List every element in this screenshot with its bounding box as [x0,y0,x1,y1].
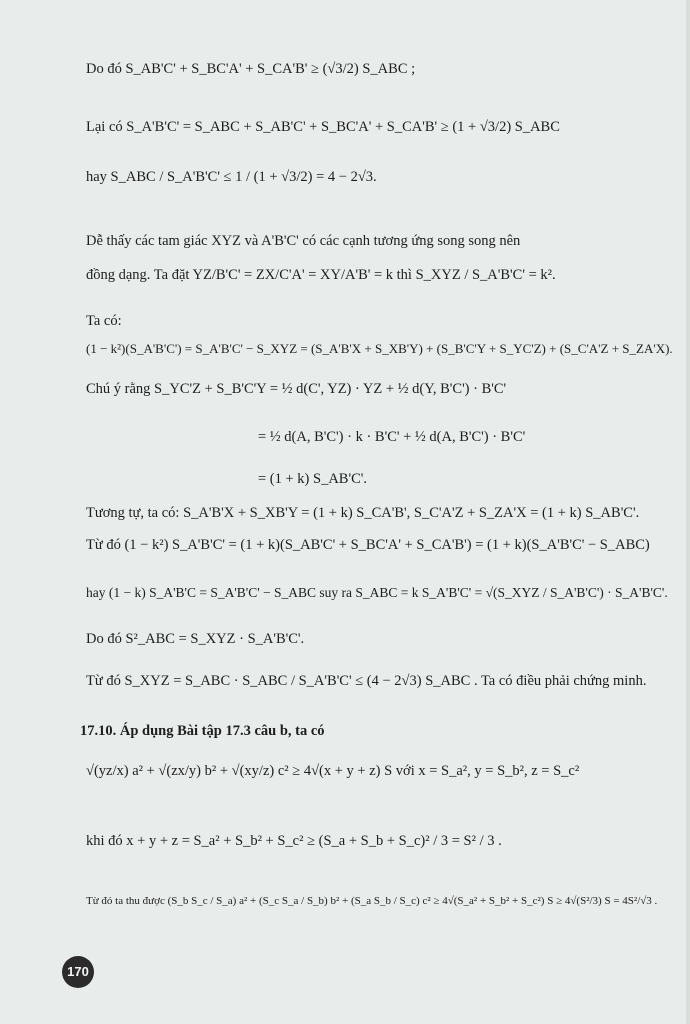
text-line-l06: Ta có: [86,313,122,329]
text-line-l07: (1 − k²)(S_A'B'C') = S_A'B'C' − S_XYZ = (S_A'B'X + S_XB'Y) + (S_B'C'Y + S_YC'Z) + (S_C'A'Z + S_ZA'X). [86,341,673,356]
page-number-badge: 170 [62,956,94,988]
text-line-l13: hay (1 − k) S_A'B'C = S_A'B'C' − S_ABC suy ra S_ABC = k S_A'B'C' = √(S_XYZ / S_A'B'C') · S_A'B'C'. [86,585,668,600]
page-edge [686,0,690,1024]
text-line-l15: Từ đó S_XYZ = S_ABC · S_ABC / S_A'B'C' ≤ (4 − 2√3) S_ABC . Ta có điều phải chứng minh. [86,673,647,689]
text-line-l08: Chú ý rằng S_YC'Z + S_B'C'Y = ½ d(C', YZ) · YZ + ½ d(Y, B'C') · B'C' [86,381,507,397]
text-line-l09: = ½ d(A, B'C') · k · B'C' + ½ d(A, B'C') · B'C' [258,429,526,445]
text-line-l16: 17.10. Áp dụng Bài tập 17.3 câu b, ta có [80,723,325,739]
text-line-l19: Từ đó ta thu được (S_b S_c / S_a) a² + (S_c S_a / S_b) b² + (S_a S_b / S_c) c² ≥ 4√(S_a² + S_b² + S_c²) S ≥ 4√(S²/3) S = 4S²/√3 . [86,895,658,907]
text-line-l04: Dễ thấy các tam giác XYZ và A'B'C' có các cạnh tương ứng song song nên [86,233,521,249]
text-line-l02: Lại có S_A'B'C' = S_ABC + S_AB'C' + S_BC'A' + S_CA'B' ≥ (1 + √3/2) S_ABC [86,119,560,135]
text-line-l10: = (1 + k) S_AB'C'. [258,471,367,487]
text-line-l18: khi đó x + y + z = S_a² + S_b² + S_c² ≥ (S_a + S_b + S_c)² / 3 = S² / 3 . [86,833,502,849]
text-line-l05: đồng dạng. Ta đặt YZ/B'C' = ZX/C'A' = XY/A'B' = k thì S_XYZ / S_A'B'C' = k². [86,267,556,283]
text-line-l01: Do đó S_AB'C' + S_BC'A' + S_CA'B' ≥ (√3/2) S_ABC ; [86,61,416,77]
text-line-l12: Từ đó (1 − k²) S_A'B'C' = (1 + k)(S_AB'C' + S_BC'A' + S_CA'B') = (1 + k)(S_A'B'C' − S_ABC) [86,537,650,553]
text-line-l17: √(yz/x) a² + √(zx/y) b² + √(xy/z) c² ≥ 4√(x + y + z) S với x = S_a², y = S_b², z = S_c² [86,763,580,779]
text-line-l11: Tương tự, ta có: S_A'B'X + S_XB'Y = (1 + k) S_CA'B', S_C'A'Z + S_ZA'X = (1 + k) S_AB'C'. [86,505,640,521]
text-line-l03: hay S_ABC / S_A'B'C' ≤ 1 / (1 + √3/2) = 4 − 2√3. [86,169,377,185]
text-line-l14: Do đó S²_ABC = S_XYZ · S_A'B'C'. [86,631,305,647]
